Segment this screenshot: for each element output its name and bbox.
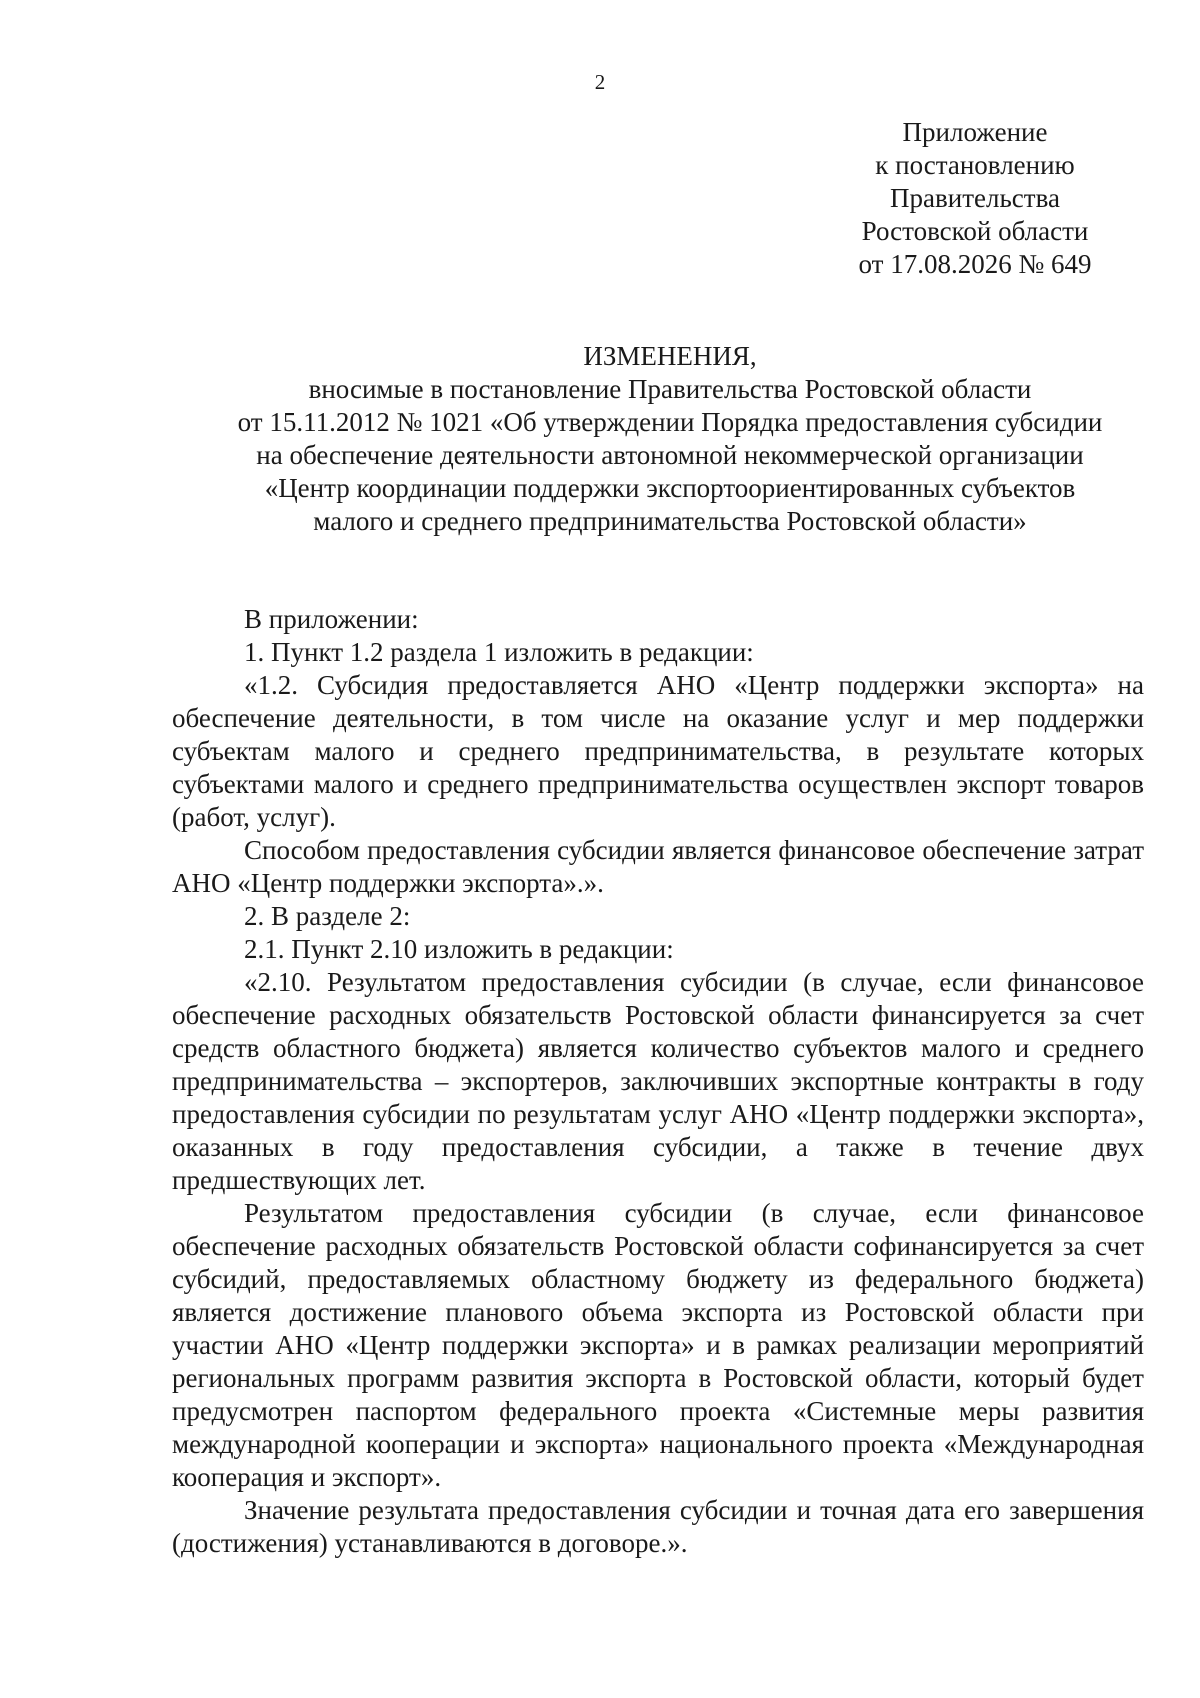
- appendix-line: к постановлению: [875, 150, 1075, 180]
- document-title: [170, 340, 1170, 538]
- body-paragraph: Результатом предоставления субсидии (в случае, если финансовое обеспечение расходных обязательств Ростовской области софинансируется за счет субсидий, предоставляемых областному бюджету из федерального бюджета) является достижение планового объема экспорта из Ростовской области при участии АНО «Центр поддержки экспорта» и в рамках реализации мероприятий региональных программ развития экспорта в Ростовской области, который будет предусмотрен паспортом федерального проекта «Системные меры развития международной кооперации и экспорта» национального проекта «Международная кооперация и экспорт».: [172, 1198, 1144, 1492]
- appendix-reference: [820, 116, 1130, 281]
- body-paragraph: «1.2. Субсидия предоставляется АНО «Центр поддержки экспорта» на обеспечение деятельности, в том числе на оказание услуг и мер поддержки субъектам малого и среднего предпринимательства, в результате которых субъектами малого и среднего предпринимательства осуществлен экспорт товаров (работ, услуг).: [172, 670, 1144, 832]
- appendix-line: Правительства: [890, 183, 1060, 213]
- body-paragraph: В приложении:: [244, 604, 419, 634]
- title-line: на обеспечение деятельности автономной некоммерческой организации: [256, 440, 1084, 470]
- title-line: от 15.11.2012 № 1021 «Об утверждении Порядка предоставления субсидии: [237, 407, 1103, 437]
- appendix-line: Ростовской области: [861, 216, 1089, 246]
- title-line: малого и среднего предпринимательства Ростовской области»: [313, 506, 1027, 536]
- page-number: 2: [594, 70, 606, 94]
- title-line: «Центр координации поддержки экспортоориентированных субъектов: [264, 473, 1076, 503]
- appendix-line: от 17.08.2026 № 649: [858, 249, 1092, 279]
- title-line: вносимые в постановление Правительства Ростовской области: [308, 374, 1032, 404]
- body-paragraph: 2. В разделе 2:: [244, 901, 411, 931]
- appendix-line: Приложение: [902, 117, 1048, 147]
- body-paragraph: 1. Пункт 1.2 раздела 1 изложить в редакции:: [244, 637, 754, 667]
- body-paragraph: Значение результата предоставления субсидии и точная дата его завершения (достижения) устанавливаются в договоре.».: [172, 1495, 1144, 1558]
- body-paragraph: Способом предоставления субсидии является финансовое обеспечение затрат АНО «Центр поддержки экспорта».».: [172, 835, 1144, 898]
- title-heading: ИЗМЕНЕНИЯ,: [583, 341, 757, 371]
- document-body: [172, 603, 1144, 1560]
- body-paragraph: 2.1. Пункт 2.10 изложить в редакции:: [244, 934, 674, 964]
- body-paragraph: «2.10. Результатом предоставления субсидии (в случае, если финансовое обеспечение расходных обязательств Ростовской области финансируется за счет средств областного бюджета) является количество субъектов малого и среднего предпринимательства – экспортеров, заключивших экспортные контракты в году предоставления субсидии по результатам услуг АНО «Центр поддержки экспорта», оказанных в году предоставления субсидии, а также в течение двух предшествующих лет.: [172, 967, 1144, 1195]
